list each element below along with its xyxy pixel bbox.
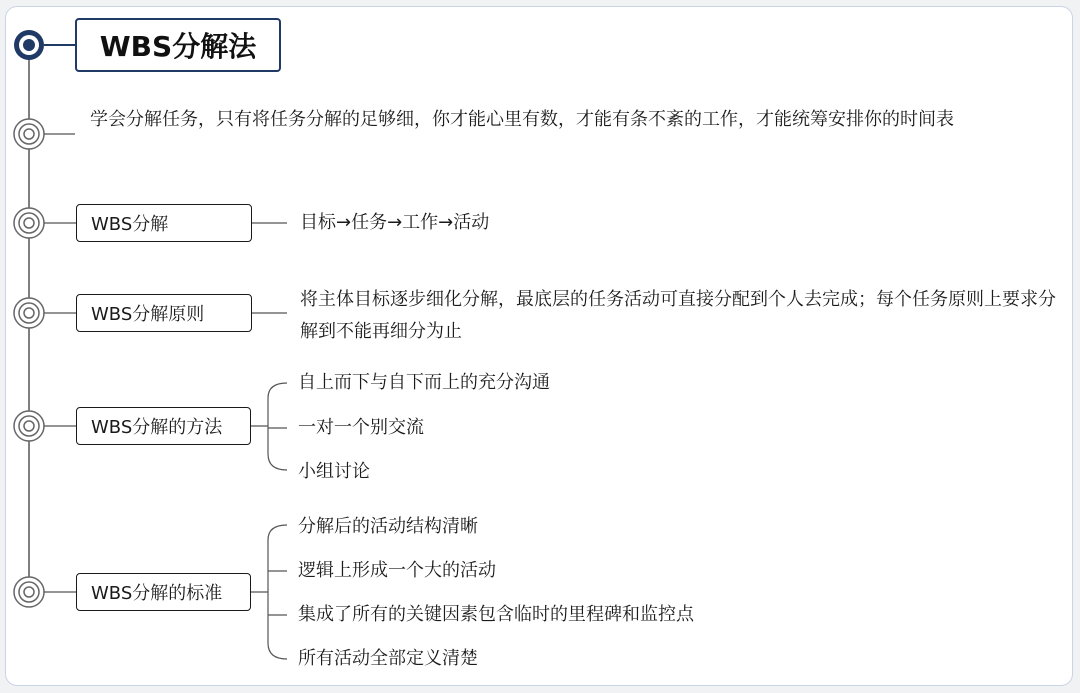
- node-bullet-icon: [14, 298, 44, 328]
- intro-bullet-icon: [14, 119, 44, 149]
- node-wbs-principle: WBS分解原则: [76, 294, 252, 332]
- node-bullet-icon: [14, 577, 44, 607]
- node-wbs-standard: WBS分解的标准: [76, 573, 251, 611]
- node-item: 集成了所有的关键因素包含临时的里程碑和监控点: [298, 604, 694, 625]
- node-item: 小组讨论: [298, 461, 370, 482]
- node-item: 一对一个别交流: [298, 417, 424, 438]
- node-item: 自上而下与自下而上的充分沟通: [298, 372, 550, 393]
- diagram-title: WBS分解法: [75, 18, 281, 72]
- node-wbs-method: WBS分解的方法: [76, 407, 251, 445]
- node-item: 逻辑上形成一个大的活动: [298, 560, 496, 581]
- node-item: 将主体目标逐步细化分解，最底层的任务活动可直接分配到个人去完成；每个任务原则上要求分解到不能再细分为止: [300, 289, 1056, 342]
- node-item: 所有活动全部定义清楚: [298, 648, 478, 669]
- node-bullet-icon: [14, 411, 44, 441]
- node-item: 分解后的活动结构清晰: [298, 516, 478, 537]
- intro-text: 学会分解任务，只有将任务分解的足够细，你才能心里有数，才能有条不紊的工作，才能统筹安排你的时间表: [90, 109, 954, 130]
- node-wbs-decompose: WBS分解: [76, 204, 252, 242]
- node-item: 目标→任务→工作→活动: [300, 212, 490, 233]
- node-bullet-icon: [14, 208, 44, 238]
